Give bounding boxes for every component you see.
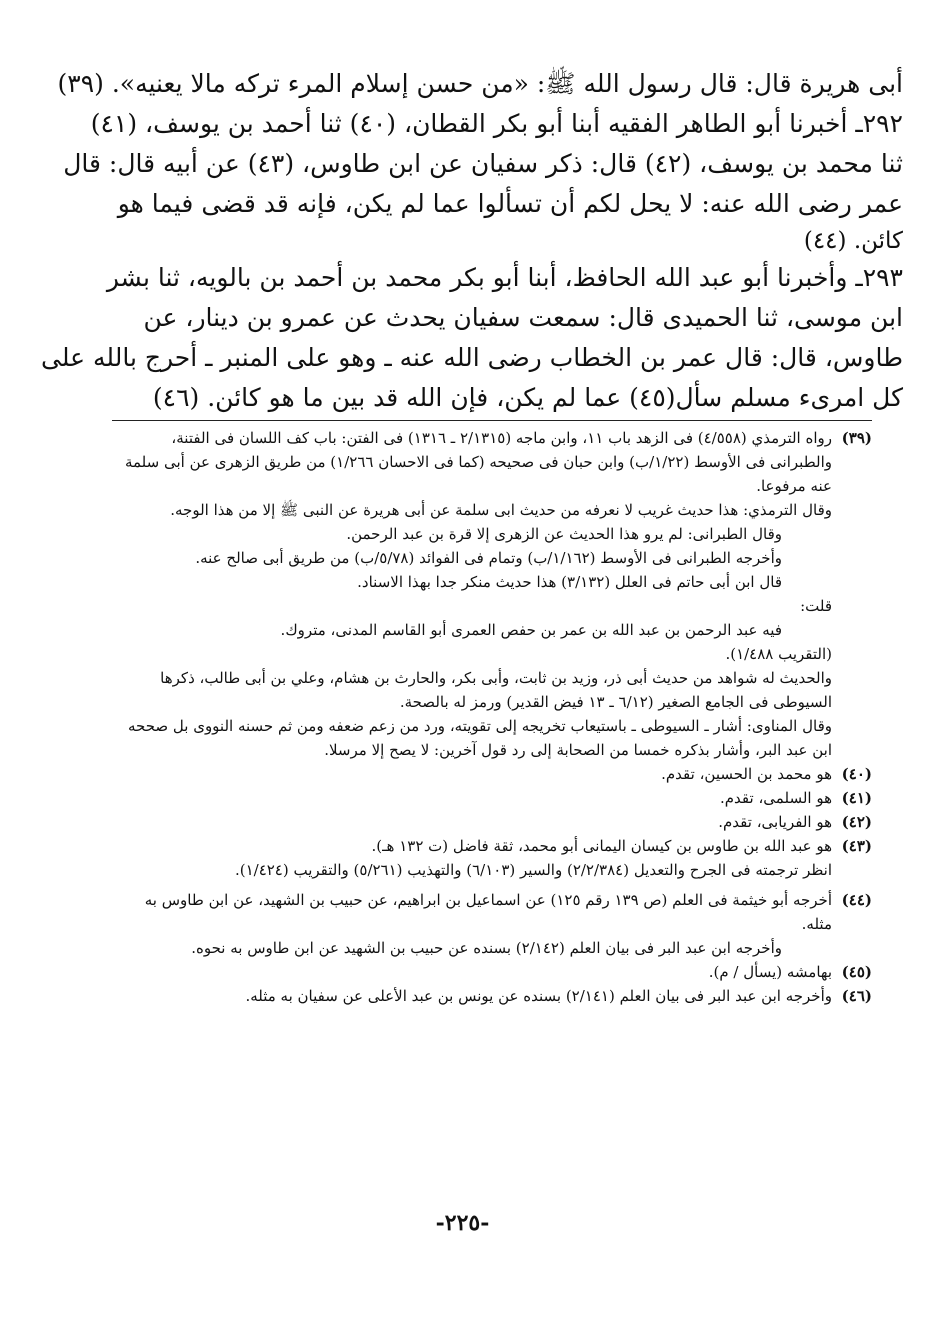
- footnote-42: [112, 810, 872, 834]
- main-line: عمر رضى الله عنه: لا يحل لكم أن تسألوا عما لم يكن، فإنه قد قضى فيما هو: [117, 189, 903, 218]
- footnote-paragraph: والحديث له شواهد من حديث أبى ذر، وزيد بن ثابت، وأبى بكر، والحارث بن هشام، وعلي بن أبى طالب، ذكرها السيوطى فى الجامع الصغير (٦/١٢ ـ ١٣ فيض القدير) ورمز له بالصحة.: [160, 669, 832, 711]
- footnote-41: [112, 786, 872, 810]
- main-line: ابن موسى، ثنا الحميدى قال: سمعت سفيان يحدث عن عمرو بن دينار، عن: [143, 303, 903, 332]
- footnote-39: [112, 426, 872, 498]
- main-line: كائن. (٤٤): [803, 228, 903, 254]
- footnote-text: هو عبد الله بن طاوس بن كيسان اليمانى أبو محمد، ثقة فاضل (ت ١٣٢ هـ).: [371, 837, 832, 855]
- main-line: طاوس، قال: قال عمر بن الخطاب رضى الله عنه ـ وهو على المنبر ـ أحرج بالله على: [41, 343, 903, 372]
- footnote-paragraph: انظر ترجمته فى الجرح والتعديل (٢/٢/٣٨٤) والسير (٦/١٠٣) والتهذيب (٥/٢٦١) والتقريب (١/٤٢٤).: [234, 861, 832, 879]
- main-line: كل امرىء مسلم سأل(٤٥) عما لم يكن، فإن الله قد بين ما هو كائن. (٤٦): [152, 383, 903, 412]
- footnote-43: [112, 834, 872, 858]
- footnote-text: هو محمد بن الحسين، تقدم.: [661, 765, 832, 783]
- page-number: -٢٢٥-: [435, 1210, 490, 1236]
- footnote-paragraph: فيه عبد الرحمن بن عبد الله بن عمر بن حفص العمرى أبو القاسم المدنى، متروك.: [280, 621, 782, 639]
- footnote-text: وأخرجه ابن عبد البر فى بيان العلم (٢/١٤١) بسنده عن يونس بن عبد الأعلى عن سفيان به مثله.: [245, 987, 832, 1005]
- main-line: ٢٩٢ـ أخبرنا أبو الطاهر الفقيه أبنا أبو بكر القطان، (٤٠) ثنا أحمد بن يوسف، (٤١): [90, 109, 903, 138]
- footnotes: [112, 426, 872, 1008]
- footnote-text: أخرجه أبو خيثمة فى العلم (ص ١٣٩ رقم ١٢٥) عن اسماعيل بن ابراهيم، عن حبيب بن الشهيد، عن ابن طاوس به مثله.: [144, 891, 832, 933]
- footnote-number: (٤٣): [841, 837, 872, 855]
- main-line: ٢٩٣ـ وأخبرنا أبو عبد الله الحافظ، أبنا أبو بكر محمد بن أحمد بن بالويه، ثنا بشر: [106, 263, 903, 292]
- footnote-paragraph: وقال الترمذي: هذا حديث غريب لا نعرفه من حديث ابى سلمة عن أبى هريرة عن النبى ﷺ إلا من هذا الوجه.: [170, 501, 832, 519]
- footnote-40: [112, 762, 872, 786]
- footnote-text: هو الفريابى، تقدم.: [718, 813, 832, 831]
- footnote-number: (٤٢): [841, 813, 872, 831]
- footnote-number: (٣٩): [841, 429, 872, 447]
- main-text-block: [41, 64, 903, 418]
- footnote-46: [112, 984, 872, 1008]
- footnote-paragraph: وأخرجه ابن عبد البر فى بيان العلم (٢/١٤٢) بسنده عن حبيب بن الشهيد عن ابن طاوس به نحوه.: [191, 939, 782, 957]
- main-line: أبى هريرة قال: قال رسول الله ﷺ: «من حسن إسلام المرء تركه مالا يعنيه». (٣٩): [57, 69, 903, 98]
- footnote-paragraph: وقال الطبرانى: لم يرو هذا الحديث عن الزهرى إلا قرة بن عبد الرحمن.: [346, 525, 782, 543]
- footnote-text: بهامشه (يسأل / م).: [708, 963, 832, 981]
- footnote-44: [112, 888, 872, 936]
- footnote-paragraph: قلت:: [800, 597, 832, 615]
- footnote-text: هو السلمى، تقدم.: [720, 789, 832, 807]
- footnote-paragraph: وأخرجه الطبرانى فى الأوسط (١/١٦٢/ب) وتمام فى الفوائد (٥/٧٨/ب) من طريق أبى صالح عنه.: [195, 549, 782, 567]
- footnote-text: رواه الترمذي (٤/٥٥٨) فى الزهد باب ١١، وابن ماجه (٢/١٣١٥ ـ ١٣١٦) فى الفتن: باب كف اللسان فى الفتنة، والطبرانى فى الأوسط (١/٢٢/ب) وابن حبان فى صحيحه (كما فى الاحسان ١/٢٦٦) من طريق الزهرى عن أبى سلمة عنه مرفوعا.: [124, 429, 832, 495]
- footnote-paragraph: قال ابن أبى حاتم فى العلل (٣/١٣٢) هذا حديث منكر جدا بهذا الاسناد.: [357, 573, 782, 591]
- footnote-number: (٤٥): [841, 963, 872, 981]
- footnote-separator: [112, 420, 872, 421]
- footnote-paragraph: (التقريب ١/٤٨٨).: [725, 645, 832, 663]
- footnote-number: (٤٦): [841, 987, 872, 1005]
- footnote-paragraph: وقال المناوى: أشار ـ السيوطى ـ باستيعاب تخريجه إلى تقويته، ورد من زعم ضعفه ومن ثم حسنه النووى بل صححه ابن عبد البر، وأشار بذكره خمسا من الصحابة إلى رد قول آخرين: لا يصح إلا مرسلا.: [127, 717, 832, 759]
- footnote-number: (٤١): [841, 789, 872, 807]
- footnote-number: (٤٠): [841, 765, 872, 783]
- main-line: ثنا محمد بن يوسف، (٤٢) قال: ذكر سفيان عن ابن طاوس، (٤٣) عن أبيه قال: قال: [63, 149, 903, 178]
- footnote-45: [112, 960, 872, 984]
- footnote-number: (٤٤): [841, 891, 872, 909]
